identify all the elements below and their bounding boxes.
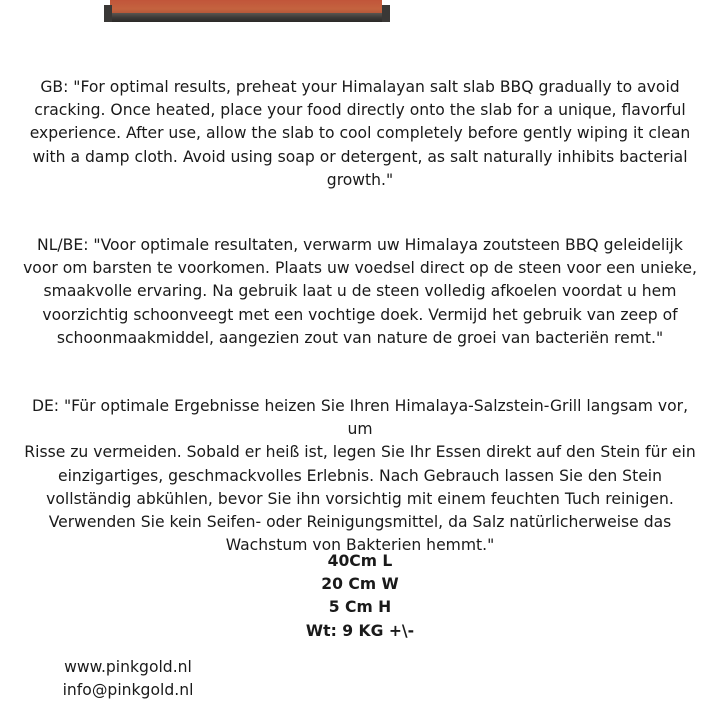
tray-handle-left <box>104 5 112 22</box>
salt-slab-image <box>104 0 390 23</box>
tray-handle-right <box>382 5 390 22</box>
spec-height: 5 Cm H <box>328 598 392 617</box>
spec-width: 20 Cm W <box>321 575 399 594</box>
product-specs <box>210 550 510 643</box>
slab-tray <box>104 13 390 22</box>
email-link[interactable]: info@pinkgold.nl <box>62 681 194 699</box>
spec-length: 40Cm L <box>327 552 393 570</box>
description-german: DE: "Für optimale Ergebnisse heizen Sie Ihren Himalaya-Salzstein-Grill langsam vor, um Risse zu vermeiden. Sobald er heiß ist, legen Sie Ihr Essen direkt auf den Stein für ein einzigartiges, geschmackvolles Erlebnis. Nach Gebrauch lassen Sie den Stein vollständig abkühlen, bevor Sie ihn vorsichtig mit einem feuchten Tuch reinigen. Verwenden Sie kein Seifen- oder Reinigungsmittel, da Salz natürlicherweise das Wachstum von Bakterien hemmt." <box>24 397 696 555</box>
description-dutch: NL/BE: "Voor optimale resultaten, verwarm uw Himalaya zoutsteen BBQ geleidelijk voor om barsten te voorkomen. Plaats uw voedsel direct op de steen voor een unieke, smaakvolle ervaring. Na gebruik laat u de steen volledig afkoelen voordat u hem voorzichtig schoonveegt met een vochtige doek. Vermijd het gebruik van zeep of schoonmaakmiddel, aangezien zout van nature de groei van bacteriën remt." <box>23 236 697 347</box>
contact-info <box>48 656 208 702</box>
website-link[interactable]: www.pinkgold.nl <box>64 658 192 676</box>
description-english: GB: "For optimal results, preheat your Himalayan salt slab BBQ gradually to avoid cracking. Once heated, place your food directly onto the slab for a unique, flavorful experience. After use, allow the slab to cool completely before gently wiping it clean with a damp cloth. Avoid using soap or detergent, as salt naturally inhibits bacterial growth." <box>29 78 691 189</box>
spec-weight: Wt: 9 KG +\- <box>305 621 415 640</box>
